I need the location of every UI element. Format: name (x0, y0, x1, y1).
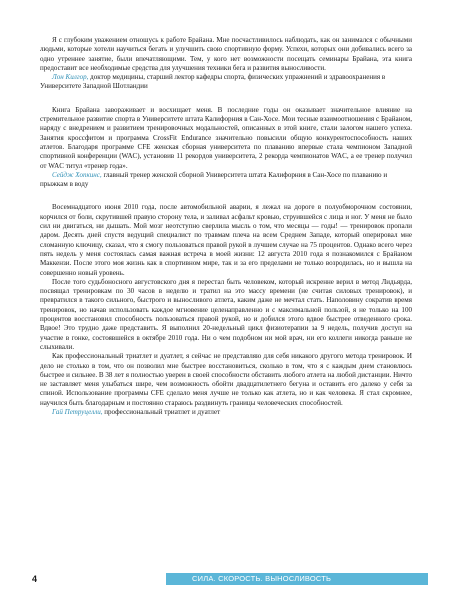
testimonial-paragraph: Восемнадцатого июня 2010 года, после автомобильной аварии, я лежал на дороге в полуобморочном состоянии, корчился от боли, скрутившей правую сторону тела, и заливал асфальт кровью, струившейся с лица и ног. У меня не было сил ни двигаться, ни дышать. Мой мозг неотступно сверлила мысль о том, что месяцы — годы! — тренировок пропали даром. Десять дней спустя ведущий специалист по травмам плеча на всем Среднем Западе, который оперировал мне сломанную ключицу, сказал, что я смогу пользоваться правой рукой в лучшем случае на 75 процентов. Однако всего через пять недель у меня состоялась самая важная встреча в моей жизни: 12 августа 2010 года я познакомился с Брайаном Маккензи. После этого моя жизнь как в спортивном мире, так и за его пределами не только возродилась, но и вышла на совершенно новый уровень. (40, 203, 412, 277)
author-name: Сейдж Хопкинс, (52, 170, 102, 179)
testimonial-attribution (40, 408, 412, 417)
testimonial-paragraph: Как профессиональный триатлет и дуатлет, я сейчас не представляю для себя никакого другого метода тренировок. И дело не столько в том, что он позволил мне быстрее восстановиться, сколько в том, что я с каждым днем становлюсь быстрее и сильнее. В 38 лет я полностью уверен в своей способности обставить любого атлета на любой дистанции. Ничто не заставляет меня улыбаться шире, чем возможность обойти двадцатилетнего бегуна и оставить его далеко у себя за спиной. Использование программы CFE сделало меня лучше не только как атлета, но и как человека. Я стал скромнее, научился быть благодарным и постоянно стараюсь раздвинуть границы человеческих способностей. (40, 352, 412, 407)
testimonial-hopkins (40, 106, 412, 190)
testimonial-paragraph: Я с глубоким уважением отношусь к работе Брайана. Мне посчастливилось наблюдать, как он занимался с обычными людьми, которые хотели научиться бегать и улучшить свою спортивную форму. Успехи, которых они добивались всего за одно утреннее занятие, были впечатляющими. Тем, у кого нет возможности посещать семинары Брайана, эта книга предоставит все необходимые средства для улучшения техники бега и развития выносливости. (40, 36, 412, 72)
testimonial-kilgore (40, 36, 412, 92)
author-title: профессиональный триатлет и дуатлет (102, 407, 221, 416)
testimonial-attribution (40, 171, 412, 190)
author-title: главный тренер женской сборной Университета штата Калифорния в Сан-Хосе по плаванию и прыжкам в воду (40, 170, 388, 189)
running-book-title: СИЛА. СКОРОСТЬ. ВЫНОСЛИВОСТЬ (192, 574, 332, 583)
author-name: Лон Килгор, (52, 73, 89, 82)
author-name: Гай Петруцелли, (52, 407, 103, 416)
page-content (40, 36, 412, 431)
testimonial-attribution (40, 73, 412, 92)
page-number: 4 (32, 574, 38, 584)
testimonial-paragraph: После того судьбоносного августовского дня я перестал быть человеком, который искренне верил в метод Лидьярда, посвящал тренировкам по 30 часов в неделю и тратил на это массу времени (не считая силовых тренировок), и превратился в такого сильного, быстрого и выносливого атлета, каким даже не мечтал стать. Наполовину сократив время тренировок, но начав использовать каждое мгновение целенаправленно и с максимальной пользой, я не только на 100 процентов восстановил способность пользоваться правой рукой, но и добился этого вдвое быстрее отведенного срока. Вдвое! Это трудно даже представить. Я выполнил 20-недельный цикл физиотерапии за 9 недель, получив доступ на участие в гонке, состоявшейся в октябре 2010 года. Ни о чем подобном ни мой врач, ни его коллеги никогда раньше не слыхивали. (40, 277, 412, 351)
testimonial-paragraph: Книга Брайана завораживает и восхищает меня. В последние годы он оказывает значительное влияние на стремительное развитие спорта в Университете штата Калифорния в Сан-Хосе. Мои тесные взаимоотношения с Брайаном, наряду с внедрением и развитием тренировочных модальностей, описанных в этой книге, стали залогом нашего успеха. Занятия кроссфитом и программа CrossFit Endurance значительно повысили общую конкурентоспособность наших атлетов. Благодаря программе CFE женская сборная университета по плаванию впервые стала чемпионом Западной спортивной конференции (WAC), установив 11 рекордов университета, 2 рекорда чемпионатов WAC, а ее тренер получил от WAC титул «тренер года». (40, 105, 412, 170)
page-footer (20, 572, 432, 586)
testimonial-petrucelli (40, 203, 412, 417)
author-title: доктор медицины, старший лектор кафедры спорта, физических упражнений и здравоохранения в Университете Западной Шотландии (40, 73, 386, 91)
